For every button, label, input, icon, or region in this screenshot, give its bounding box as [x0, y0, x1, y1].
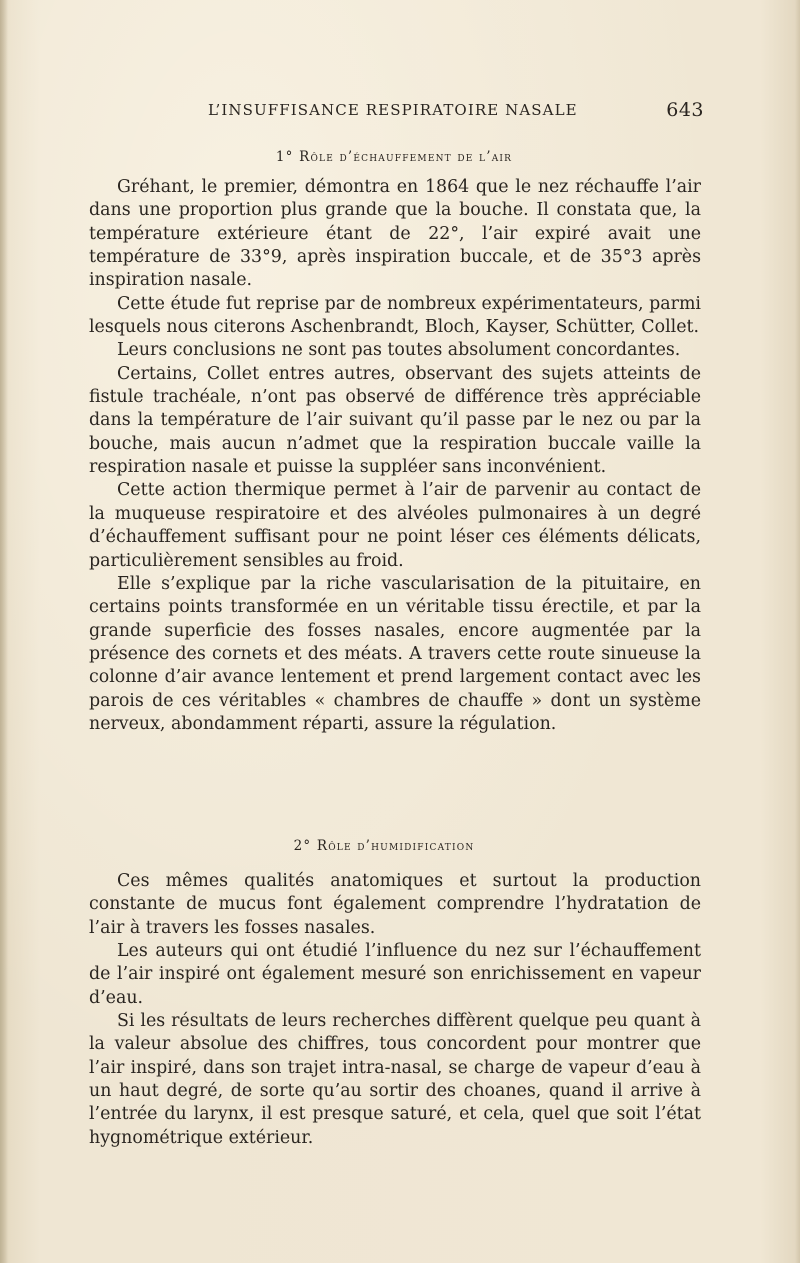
section-body-humidification	[89, 870, 701, 1150]
running-title: L’INSUFFISANCE RESPIRATOIRE NASALE	[208, 101, 578, 119]
paragraph: Les auteurs qui ont étudié l’influence du nez sur l’échauffement de l’air inspiré ont également mesuré son enrichissement en vapeur d’eau.	[89, 941, 701, 1008]
paragraph: Cette étude fut reprise par de nombreux expérimentateurs, parmi lesquels nous citerons Aschenbrandt, Bloch, Kayser, Schütter, Collet.	[89, 293, 701, 338]
paragraph: Certains, Collet entres autres, observant des sujets atteints de fistule trachéale, n’ont pas observé de différence très appréciable dans la température de l’air suivant qu’il passe par le nez ou par la bouche, mais aucun n’admet que la respiration buccale vaille la respiration nasale et puisse la suppléer sans inconvénient.	[89, 363, 701, 478]
paragraph: Ces mêmes qualités anatomiques et surtout la production constante de mucus font également comprendre l’hydratation de l’air à travers les fosses nasales.	[89, 871, 701, 938]
paragraph: Cette action thermique permet à l’air de parvenir au contact de la muqueuse respiratoire et des alvéoles pulmonaires à un degré d’échauffement suffisant pour ne point léser ces éléments délicats, particulièrement sensibles au froid.	[89, 480, 701, 571]
paragraph: Si les résultats de leurs recherches diffèrent quelque peu quant à la valeur absolue des chiffres, tous concordent pour montrer que l’air inspiré, dans son trajet intra-nasal, se charge de vapeur d’eau à un haut degré, de sorte qu’au sortir des choanes, quand il arrive à l’entrée du larynx, il est presque saturé, et cela, quel que soit l’état hygnométrique extérieur.	[89, 1011, 701, 1148]
section-body-warming	[89, 176, 701, 736]
paragraph: Gréhant, le premier, démontra en 1864 que le nez réchauffe l’air dans une proportion plus grande que la bouche. Il constata que, la température extérieure étant de 22°, l’air expiré avait une température de 33°9, après inspiration buccale, et de 35°3 après inspiration nasale.	[89, 177, 701, 291]
page-number: 643	[666, 99, 704, 121]
paragraph: Elle s’explique par la riche vascularisation de la pituitaire, en certains points transformée en un véritable tissu érectile, et par la grande superficie des fosses nasales, encore augmentée par la présence des cornets et des méats. A travers cette route sinueuse la colonne d’air avance lentement et prend largement contact avec les parois de ces véritables « chambres de chauffe » dont un système nerveux, abondamment réparti, assure la régulation.	[89, 573, 701, 734]
paragraph: Leurs conclusions ne sont pas toutes absolument concordantes.	[117, 340, 681, 361]
section-heading-humidification: 2° Rôle d’humidification	[293, 838, 475, 854]
section-heading-warming: 1° Rôle d’échauffement de l’air	[275, 149, 513, 165]
page-edge-shadow	[0, 0, 8, 1263]
running-header	[208, 101, 704, 125]
